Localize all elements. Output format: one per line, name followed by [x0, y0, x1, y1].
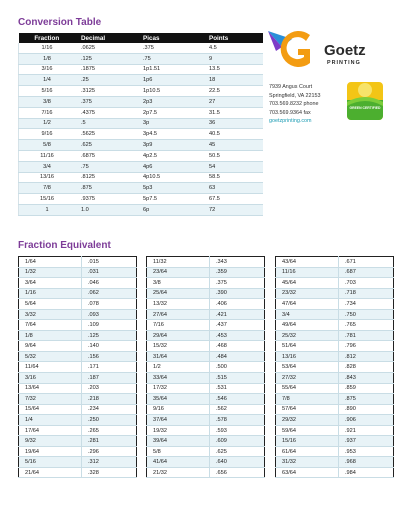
table-row: [276, 278, 394, 289]
table-row: [19, 320, 137, 331]
cell-picas: 1p1.51: [137, 64, 203, 75]
table-row: [19, 436, 137, 447]
table-row: [19, 118, 264, 129]
cell-fraction: 7/64: [19, 320, 82, 331]
table-row: [276, 320, 394, 331]
header-fraction: Fraction: [19, 33, 76, 43]
cell-fraction: 15/32: [147, 341, 210, 352]
cell-picas: 4p2.5: [137, 150, 203, 161]
cell-fraction: 1/16: [19, 43, 76, 53]
cell-picas: 3p9: [137, 140, 203, 151]
table-row: [276, 383, 394, 394]
city-line: Springfield, VA 22153: [269, 92, 321, 99]
cell-fraction: 39/64: [147, 436, 210, 447]
table-row: [19, 288, 137, 299]
cell-decimal: .843: [339, 373, 394, 384]
cell-decimal: .046: [82, 278, 137, 289]
cell-decimal: .328: [82, 467, 137, 478]
cell-fraction: 17/32: [147, 383, 210, 394]
cell-decimal: .953: [339, 446, 394, 457]
logo-name: Goetz: [324, 42, 366, 59]
cell-fraction: 1: [19, 204, 76, 215]
table-row: [147, 425, 265, 436]
cell-points: 50.5: [203, 150, 263, 161]
table-row: [19, 446, 137, 457]
cell-fraction: 29/64: [147, 330, 210, 341]
cell-decimal: .921: [339, 425, 394, 436]
cell-picas: 2p3: [137, 96, 203, 107]
cell-decimal: .078: [82, 299, 137, 310]
cell-decimal: .375: [210, 278, 265, 289]
header-picas: Picas: [137, 33, 203, 43]
table-row: [147, 446, 265, 457]
cell-fraction: 63/64: [276, 467, 339, 478]
cell-decimal: .937: [339, 436, 394, 447]
cell-fraction: 5/16: [19, 457, 82, 468]
cell-fraction: 7/16: [19, 107, 76, 118]
equivalent-table-col1: [18, 256, 137, 478]
cell-decimal: .140: [82, 341, 137, 352]
cell-fraction: 19/32: [147, 425, 210, 436]
table-row: [19, 86, 264, 97]
cell-fraction: 1/2: [19, 118, 76, 129]
cell-decimal: .125: [82, 330, 137, 341]
table-row: [19, 183, 264, 194]
cell-decimal: .250: [82, 415, 137, 426]
table-row: [147, 330, 265, 341]
cell-points: 58.5: [203, 172, 263, 183]
cell-fraction: 13/16: [276, 351, 339, 362]
fraction-equivalent-title: Fraction Equivalent: [18, 240, 111, 251]
cell-decimal: .1875: [75, 64, 137, 75]
cell-decimal: .296: [82, 446, 137, 457]
table-row: [19, 75, 264, 86]
goetz-logo-mark: [266, 25, 394, 73]
cell-decimal: .515: [210, 373, 265, 384]
cell-decimal: .765: [339, 320, 394, 331]
cell-decimal: .109: [82, 320, 137, 331]
cell-fraction: 49/64: [276, 320, 339, 331]
cell-fraction: 7/8: [276, 394, 339, 405]
cell-decimal: .531: [210, 383, 265, 394]
badge-text: GREEN CERTIFIED: [349, 106, 381, 110]
cell-fraction: 15/16: [19, 194, 76, 205]
cell-fraction: 23/64: [147, 267, 210, 278]
cell-decimal: .6875: [75, 150, 137, 161]
equivalent-table-col3: [275, 256, 394, 478]
cell-decimal: .890: [339, 404, 394, 415]
cell-fraction: 11/16: [19, 150, 76, 161]
table-row: [19, 267, 137, 278]
table-row: [147, 267, 265, 278]
cell-decimal: .203: [82, 383, 137, 394]
table-row: [19, 383, 137, 394]
table-row: [19, 362, 137, 373]
cell-decimal: .671: [339, 257, 394, 268]
cell-fraction: 1/32: [19, 267, 82, 278]
cell-points: 4.5: [203, 43, 263, 53]
cell-decimal: .500: [210, 362, 265, 373]
table-row: [19, 278, 137, 289]
table-row: [147, 278, 265, 289]
cell-fraction: 1/64: [19, 257, 82, 268]
cell-picas: 3p4.5: [137, 129, 203, 140]
cell-fraction: 11/64: [19, 362, 82, 373]
table-row: [276, 467, 394, 478]
table-row: [276, 330, 394, 341]
table-row: [276, 404, 394, 415]
cell-fraction: 53/64: [276, 362, 339, 373]
cell-fraction: 55/64: [276, 383, 339, 394]
table-row: [276, 299, 394, 310]
cell-picas: 4p10.5: [137, 172, 203, 183]
cell-picas: 3p: [137, 118, 203, 129]
cell-decimal: .781: [339, 330, 394, 341]
phone-line: 703.569.8232 phone: [269, 101, 319, 108]
cell-fraction: 7/16: [147, 320, 210, 331]
cell-picas: 5p7.5: [137, 194, 203, 205]
cell-points: 31.5: [203, 107, 263, 118]
table-row: [19, 150, 264, 161]
cell-fraction: 3/32: [19, 309, 82, 320]
table-row: [147, 288, 265, 299]
cell-fraction: 1/8: [19, 330, 82, 341]
cell-points: 67.5: [203, 194, 263, 205]
cell-fraction: 27/32: [276, 373, 339, 384]
cell-decimal: .015: [82, 257, 137, 268]
green-certified-badge: [347, 82, 383, 120]
cell-fraction: 7/8: [19, 183, 76, 194]
cell-decimal: .0625: [75, 43, 137, 53]
cell-fraction: 13/64: [19, 383, 82, 394]
table-row: [19, 53, 264, 64]
cell-fraction: 9/64: [19, 341, 82, 352]
table-row: [276, 373, 394, 384]
cell-decimal: .875: [75, 183, 137, 194]
cell-fraction: 15/16: [276, 436, 339, 447]
fax-line: 703.569.9364 fax: [269, 109, 311, 116]
table-row: [276, 309, 394, 320]
cell-decimal: .734: [339, 299, 394, 310]
cell-decimal: .718: [339, 288, 394, 299]
cell-fraction: 11/32: [147, 257, 210, 268]
cell-decimal: .609: [210, 436, 265, 447]
table-row: [147, 436, 265, 447]
cell-fraction: 27/64: [147, 309, 210, 320]
table-row: [276, 394, 394, 405]
table-row: [19, 330, 137, 341]
cell-decimal: .968: [339, 457, 394, 468]
cell-fraction: 3/16: [19, 64, 76, 75]
table-row: [147, 299, 265, 310]
table-row: [147, 415, 265, 426]
cell-fraction: 41/64: [147, 457, 210, 468]
conversion-table-header: [19, 33, 264, 43]
table-row: [276, 257, 394, 268]
table-row: [276, 267, 394, 278]
cell-points: 18: [203, 75, 263, 86]
cell-fraction: 1/4: [19, 75, 76, 86]
table-row: [147, 362, 265, 373]
cell-decimal: .796: [339, 341, 394, 352]
cell-decimal: .5625: [75, 129, 137, 140]
header-decimal: Decimal: [75, 33, 137, 43]
table-row: [147, 341, 265, 352]
cell-fraction: 3/4: [276, 309, 339, 320]
cell-decimal: .375: [75, 96, 137, 107]
cell-decimal: .656: [210, 467, 265, 478]
cell-fraction: 13/32: [147, 299, 210, 310]
table-row: [19, 64, 264, 75]
cell-decimal: .687: [339, 267, 394, 278]
cell-decimal: .859: [339, 383, 394, 394]
table-row: [19, 309, 137, 320]
cell-fraction: 35/64: [147, 394, 210, 405]
cell-decimal: .578: [210, 415, 265, 426]
cell-decimal: .390: [210, 288, 265, 299]
cell-decimal: .125: [75, 53, 137, 64]
table-row: [147, 404, 265, 415]
cell-picas: .375: [137, 43, 203, 53]
cell-fraction: 5/8: [19, 140, 76, 151]
cell-fraction: 15/64: [19, 404, 82, 415]
table-row: [276, 288, 394, 299]
cell-decimal: .562: [210, 404, 265, 415]
cell-fraction: 1/16: [19, 288, 82, 299]
table-row: [19, 172, 264, 183]
cell-fraction: 21/64: [19, 467, 82, 478]
table-row: [19, 341, 137, 352]
table-row: [19, 161, 264, 172]
cell-decimal: .5: [75, 118, 137, 129]
cell-decimal: .031: [82, 267, 137, 278]
cell-points: 9: [203, 53, 263, 64]
cell-fraction: 3/16: [19, 373, 82, 384]
cell-fraction: 5/64: [19, 299, 82, 310]
table-row: [19, 404, 137, 415]
cell-fraction: 37/64: [147, 415, 210, 426]
cell-picas: 1p6: [137, 75, 203, 86]
cell-fraction: 51/64: [276, 341, 339, 352]
cell-fraction: 25/32: [276, 330, 339, 341]
cell-picas: 4p6: [137, 161, 203, 172]
cell-points: 40.5: [203, 129, 263, 140]
cell-decimal: .75: [75, 161, 137, 172]
cell-fraction: 1/8: [19, 53, 76, 64]
cell-fraction: 29/32: [276, 415, 339, 426]
cell-decimal: .062: [82, 288, 137, 299]
website-link[interactable]: goetzprinting.com: [269, 118, 312, 125]
conversion-table: [18, 33, 263, 216]
cell-fraction: 9/32: [19, 436, 82, 447]
table-row: [276, 436, 394, 447]
cell-picas: 5p3: [137, 183, 203, 194]
cell-fraction: 7/32: [19, 394, 82, 405]
table-row: [147, 373, 265, 384]
cell-fraction: 57/64: [276, 404, 339, 415]
logo-tagline: PRINTING: [327, 60, 361, 66]
table-row: [147, 320, 265, 331]
table-row: [147, 351, 265, 362]
table-row: [147, 383, 265, 394]
cell-picas: 6p: [137, 204, 203, 215]
cell-decimal: .750: [339, 309, 394, 320]
cell-fraction: 9/16: [19, 129, 76, 140]
cell-decimal: .875: [339, 394, 394, 405]
cell-decimal: .265: [82, 425, 137, 436]
equivalent-table-col2: [146, 256, 265, 478]
cell-decimal: .421: [210, 309, 265, 320]
cell-points: 72: [203, 204, 263, 215]
company-address: [269, 83, 320, 126]
cell-fraction: 3/4: [19, 161, 76, 172]
cell-decimal: .281: [82, 436, 137, 447]
cell-decimal: .359: [210, 267, 265, 278]
table-row: [19, 394, 137, 405]
table-row: [19, 129, 264, 140]
header-points: Points: [203, 33, 263, 43]
cell-fraction: 13/16: [19, 172, 76, 183]
cell-picas: .75: [137, 53, 203, 64]
table-row: [19, 140, 264, 151]
table-row: [147, 309, 265, 320]
cell-decimal: .828: [339, 362, 394, 373]
cell-fraction: 9/16: [147, 404, 210, 415]
goetz-logo: [266, 25, 394, 73]
cell-decimal: .593: [210, 425, 265, 436]
cell-decimal: .703: [339, 278, 394, 289]
cell-decimal: .187: [82, 373, 137, 384]
cell-decimal: .437: [210, 320, 265, 331]
cell-decimal: .312: [82, 457, 137, 468]
green-badge-icon: [347, 82, 383, 120]
cell-decimal: .468: [210, 341, 265, 352]
cell-points: 45: [203, 140, 263, 151]
cell-points: 13.5: [203, 64, 263, 75]
table-row: [19, 107, 264, 118]
table-row: [147, 257, 265, 268]
cell-decimal: .9375: [75, 194, 137, 205]
cell-decimal: .484: [210, 351, 265, 362]
table-row: [276, 362, 394, 373]
table-row: [276, 457, 394, 468]
cell-fraction: 11/16: [276, 267, 339, 278]
table-row: [19, 204, 264, 215]
table-row: [19, 425, 137, 436]
cell-fraction: 19/64: [19, 446, 82, 457]
cell-decimal: .343: [210, 257, 265, 268]
cell-decimal: .906: [339, 415, 394, 426]
cell-fraction: 3/8: [19, 96, 76, 107]
cell-fraction: 5/16: [19, 86, 76, 97]
cell-fraction: 47/64: [276, 299, 339, 310]
cell-fraction: 5/32: [19, 351, 82, 362]
cell-decimal: .093: [82, 309, 137, 320]
table-row: [19, 299, 137, 310]
address-line: 7939 Angus Court: [269, 84, 313, 90]
table-row: [19, 415, 137, 426]
cell-picas: 2p7.5: [137, 107, 203, 118]
cell-decimal: .984: [339, 467, 394, 478]
cell-decimal: .4375: [75, 107, 137, 118]
cell-fraction: 21/32: [147, 467, 210, 478]
cell-points: 36: [203, 118, 263, 129]
table-row: [19, 467, 137, 478]
cell-points: 22.5: [203, 86, 263, 97]
cell-fraction: 17/64: [19, 425, 82, 436]
cell-picas: 1p10.5: [137, 86, 203, 97]
table-row: [147, 457, 265, 468]
cell-decimal: .625: [75, 140, 137, 151]
table-row: [19, 457, 137, 468]
cell-fraction: 45/64: [276, 278, 339, 289]
table-row: [147, 467, 265, 478]
cell-decimal: .640: [210, 457, 265, 468]
table-row: [19, 96, 264, 107]
cell-decimal: 1.0: [75, 204, 137, 215]
cell-decimal: .171: [82, 362, 137, 373]
cell-fraction: 23/32: [276, 288, 339, 299]
cell-decimal: .156: [82, 351, 137, 362]
cell-points: 63: [203, 183, 263, 194]
cell-decimal: .453: [210, 330, 265, 341]
cell-fraction: 1/2: [147, 362, 210, 373]
cell-fraction: 25/64: [147, 288, 210, 299]
cell-fraction: 1/4: [19, 415, 82, 426]
cell-decimal: .812: [339, 351, 394, 362]
cell-decimal: .3125: [75, 86, 137, 97]
cell-decimal: .234: [82, 404, 137, 415]
cell-fraction: 3/64: [19, 278, 82, 289]
table-row: [19, 373, 137, 384]
cell-decimal: .8125: [75, 172, 137, 183]
cell-fraction: 43/64: [276, 257, 339, 268]
table-row: [147, 394, 265, 405]
cell-decimal: .218: [82, 394, 137, 405]
cell-decimal: .625: [210, 446, 265, 457]
table-row: [276, 351, 394, 362]
cell-points: 54: [203, 161, 263, 172]
table-row: [276, 341, 394, 352]
cell-fraction: 61/64: [276, 446, 339, 457]
cell-fraction: 31/64: [147, 351, 210, 362]
conversion-table-title: Conversion Table: [18, 17, 102, 28]
cell-points: 27: [203, 96, 263, 107]
table-row: [276, 415, 394, 426]
cell-fraction: 59/64: [276, 425, 339, 436]
cell-fraction: 3/8: [147, 278, 210, 289]
cell-fraction: 33/64: [147, 373, 210, 384]
table-row: [19, 257, 137, 268]
table-row: [276, 425, 394, 436]
cell-decimal: .25: [75, 75, 137, 86]
table-row: [19, 43, 264, 53]
cell-decimal: .406: [210, 299, 265, 310]
cell-decimal: .546: [210, 394, 265, 405]
table-row: [19, 351, 137, 362]
cell-fraction: 31/32: [276, 457, 339, 468]
table-row: [19, 194, 264, 205]
table-row: [276, 446, 394, 457]
cell-fraction: 5/8: [147, 446, 210, 457]
